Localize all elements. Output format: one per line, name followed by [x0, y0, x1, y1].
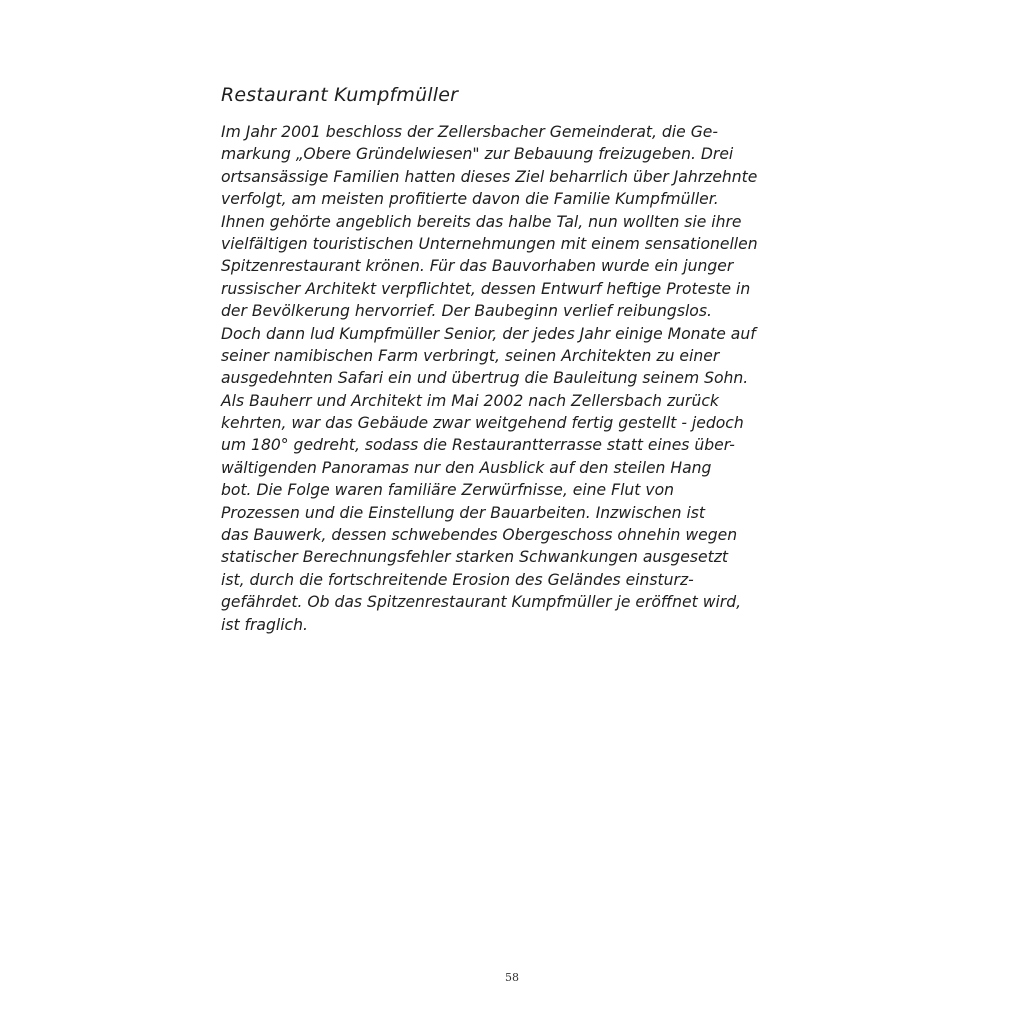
body-text: [221, 121, 821, 636]
text-line: um 180° gedreht, sodass die Restaurantterrasse statt eines über-: [221, 436, 735, 455]
text-line: russischer Architekt verpflichtet, dessen Entwurf heftige Proteste in: [221, 279, 751, 298]
text-line: vielfältigen touristischen Unternehmungen mit einem sensationellen: [221, 234, 758, 253]
text-line: ist, durch die fortschreitende Erosion des Geländes einsturz-: [221, 570, 694, 589]
text-line: Doch dann lud Kumpfmüller Senior, der jedes Jahr einige Monate auf: [221, 324, 756, 343]
text-line: Als Bauherr und Architekt im Mai 2002 nach Zellersbach zurück: [221, 391, 719, 410]
text-line: das Bauwerk, dessen schwebendes Obergeschoss ohnehin wegen: [221, 526, 738, 545]
text-line: bot. Die Folge waren familiäre Zerwürfnisse, eine Flut von: [221, 481, 675, 500]
text-line: Prozessen und die Einstellung der Bauarbeiten. Inzwischen ist: [221, 503, 706, 522]
page-title: Restaurant Kumpfmüller: [221, 84, 459, 106]
text-line: Im Jahr 2001 beschloss der Zellersbacher Gemeinderat, die Ge-: [221, 123, 718, 141]
text-line: gefährdet. Ob das Spitzenrestaurant Kumpfmüller je eröffnet wird,: [221, 593, 742, 612]
text-line: ortsansässige Familien hatten dieses Ziel beharrlich über Jahrzehnte: [221, 167, 758, 186]
text-line: seiner namibischen Farm verbringt, seinen Architekten zu einer: [221, 346, 720, 365]
text-line: Spitzenrestaurant krönen. Für das Bauvorhaben wurde ein junger: [221, 257, 734, 276]
text-line: Ihnen gehörte angeblich bereits das halbe Tal, nun wollten sie ihre: [221, 212, 742, 231]
text-line: der Bevölkerung hervorrief. Der Baubeginn verlief reibungslos.: [221, 302, 712, 321]
text-line: verfolgt, am meisten profitierte davon die Familie Kumpfmüller.: [221, 190, 719, 209]
text-line: markung „Obere Gründelwiesen" zur Bebauung freizugeben. Drei: [221, 145, 734, 164]
text-line: ausgedehnten Safari ein und übertrug die Bauleitung seinem Sohn.: [221, 369, 749, 388]
page-number: 58: [505, 971, 519, 984]
text-line: wältigenden Panoramas nur den Ausblick auf den steilen Hang: [221, 458, 712, 477]
text-line: ist fraglich.: [221, 615, 308, 634]
text-line: statischer Berechnungsfehler starken Schwankungen ausgesetzt: [221, 548, 729, 567]
text-line: kehrten, war das Gebäude zwar weitgehend fertig gestellt - jedoch: [221, 414, 744, 433]
